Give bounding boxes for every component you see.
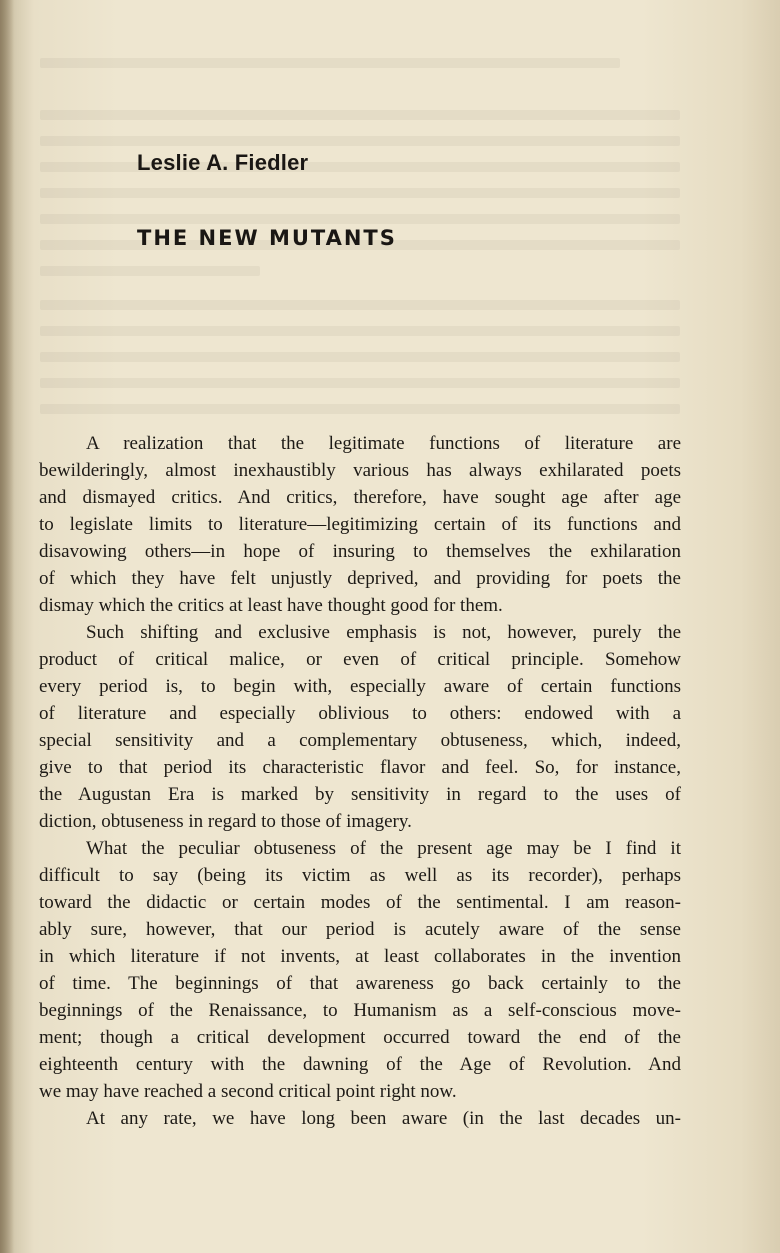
bleed-through (40, 58, 620, 68)
body-line: What the peculiar obtuseness of the present age may be I find it (86, 838, 681, 859)
body-line: beginnings of the Renaissance, to Humanism as a self-conscious move- (39, 1000, 681, 1021)
article-author: Leslie A. Fiedler (137, 150, 309, 175)
bleed-through (40, 326, 680, 336)
body-line: special sensitivity and a complementary obtuseness, which, indeed, (39, 730, 681, 751)
bleed-through (40, 404, 680, 414)
body-line: product of critical malice, or even of critical principle. Somehow (39, 649, 681, 670)
body-line: of time. The beginnings of that awareness go back certainly to the (39, 973, 681, 994)
article-title: THE NEW MUTANTS (137, 226, 397, 250)
body-line: disavowing others—in hope of insuring to themselves the exhilaration (39, 541, 681, 562)
body-line: the Augustan Era is marked by sensitivity in regard to the uses of (39, 784, 681, 805)
bleed-through (40, 266, 260, 276)
bleed-through (40, 136, 680, 146)
body-line: ably sure, however, that our period is acutely aware of the sense (39, 919, 681, 940)
body-line: and dismayed critics. And critics, therefore, have sought age after age (39, 487, 681, 508)
bleed-through (40, 110, 680, 120)
body-line: every period is, to begin with, especially aware of certain functions (39, 676, 681, 697)
bleed-through (40, 188, 680, 198)
body-line: to legislate limits to literature—legitimizing certain of its functions and (39, 514, 681, 535)
body-line: difficult to say (being its victim as well as its recorder), perhaps (39, 865, 681, 886)
body-line: in which literature if not invents, at least collaborates in the invention (39, 946, 681, 967)
body-line: we may have reached a second critical point right now. (39, 1081, 457, 1102)
body-line: bewilderingly, almost inexhaustibly various has always exhilarated poets (39, 460, 681, 481)
body-line: At any rate, we have long been aware (in the last decades un- (86, 1108, 681, 1129)
bleed-through (40, 162, 680, 172)
body-line: of which they have felt unjustly deprived, and providing for poets the (39, 568, 681, 589)
body-line: dismay which the critics at least have thought good for them. (39, 595, 503, 616)
body-line: give to that period its characteristic flavor and feel. So, for instance, (39, 757, 681, 778)
bleed-through (40, 214, 680, 224)
body-line: Such shifting and exclusive emphasis is not, however, purely the (86, 622, 681, 643)
bleed-through (40, 352, 680, 362)
body-line: toward the didactic or certain modes of the sentimental. I am reason- (39, 892, 681, 913)
bleed-through (40, 378, 680, 388)
gutter-shadow (0, 0, 14, 1253)
bleed-through (40, 300, 680, 310)
body-line: diction, obtuseness in regard to those of imagery. (39, 811, 412, 832)
body-line: A realization that the legitimate functions of literature are (86, 433, 681, 454)
body-line: ment; though a critical development occurred toward the end of the (39, 1027, 681, 1048)
body-line: eighteenth century with the dawning of the Age of Revolution. And (39, 1054, 681, 1075)
body-line: of literature and especially oblivious to others: endowed with a (39, 703, 681, 724)
